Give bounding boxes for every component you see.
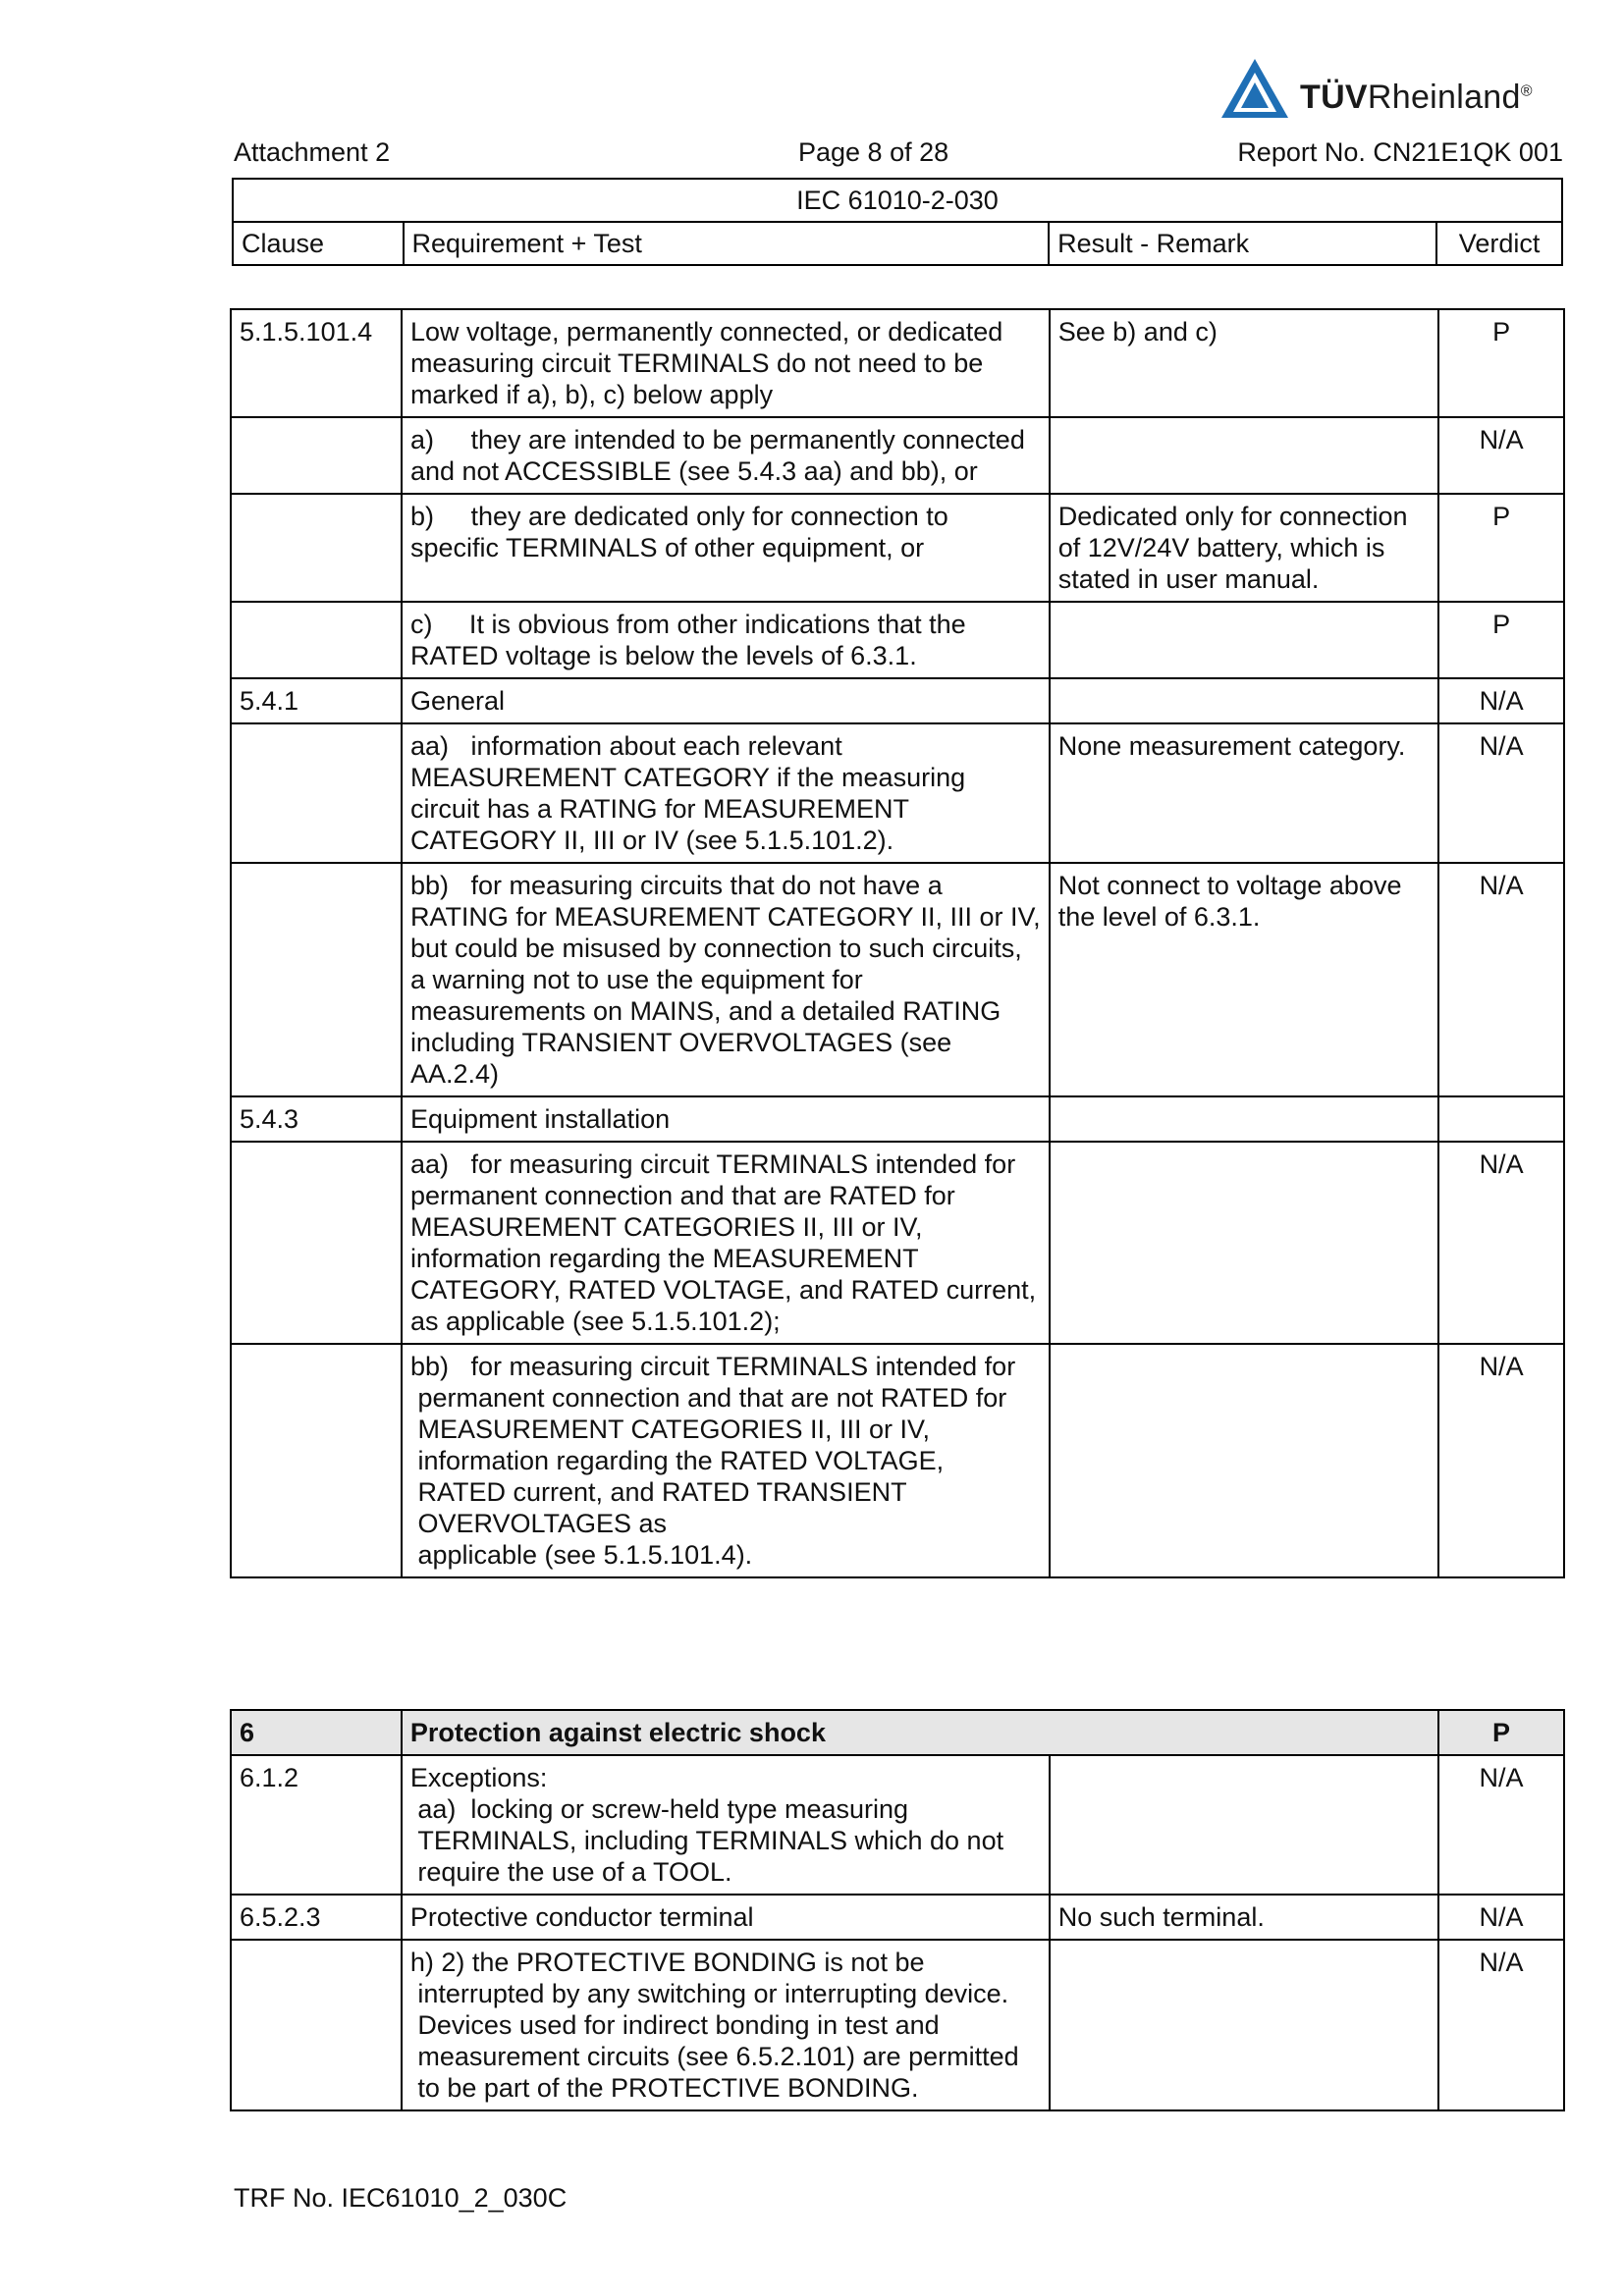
result-cell <box>1050 602 1438 678</box>
clause-cell <box>231 1940 402 2110</box>
clause-cell: 6.5.2.3 <box>231 1895 402 1940</box>
table-row <box>231 863 1564 1096</box>
clause-cell: 6.1.2 <box>231 1755 402 1895</box>
result-cell <box>1050 1344 1438 1577</box>
page-number: Page 8 of 28 <box>798 137 949 167</box>
result-cell <box>1050 1142 1438 1344</box>
result-cell <box>1050 1096 1438 1142</box>
tuv-rheinland-logo <box>1219 57 1533 122</box>
column-header-verdict: Verdict <box>1436 222 1562 265</box>
column-header-result: Result - Remark <box>1049 222 1436 265</box>
requirement-cell: b) they are dedicated only for connection to specific TERMINALS of other equipment, or <box>402 494 1050 602</box>
verdict-cell: N/A <box>1438 678 1564 723</box>
result-cell <box>1050 417 1438 494</box>
clause-cell <box>231 1142 402 1344</box>
verdict-cell: N/A <box>1438 1344 1564 1577</box>
table-row <box>231 417 1564 494</box>
result-cell: None measurement category. <box>1050 723 1438 863</box>
verdict-cell: N/A <box>1438 1940 1564 2110</box>
requirement-cell: Protective conductor terminal <box>402 1895 1050 1940</box>
logo-text: TÜVRheinland® <box>1300 78 1533 116</box>
result-cell: Dedicated only for connection of 12V/24V battery, which is stated in user manual. <box>1050 494 1438 602</box>
requirement-cell: aa) information about each relevant MEASUREMENT CATEGORY if the measuring circuit has a RATING for MEASUREMENT CATEGORY II, III or IV (see 5.1.5.101.2). <box>402 723 1050 863</box>
verdict-cell: N/A <box>1438 1895 1564 1940</box>
tuv-triangle-icon <box>1219 57 1290 122</box>
section-verdict: P <box>1438 1710 1564 1755</box>
clause-cell: 5.4.1 <box>231 678 402 723</box>
clause-cell: 5.4.3 <box>231 1096 402 1142</box>
table-row <box>231 1755 1564 1895</box>
verdict-cell: P <box>1438 602 1564 678</box>
result-cell: Not connect to voltage above the level of 6.3.1. <box>1050 863 1438 1096</box>
standard-name: IEC 61010-2-030 <box>233 179 1562 222</box>
section-title: Protection against electric shock <box>402 1710 1438 1755</box>
result-cell: No such terminal. <box>1050 1895 1438 1940</box>
page-header <box>234 137 1563 173</box>
section-table <box>230 1709 1565 2111</box>
standard-header-table <box>232 178 1563 266</box>
clause-cell: 5.1.5.101.4 <box>231 309 402 417</box>
section-clause: 6 <box>231 1710 402 1755</box>
column-header-clause: Clause <box>233 222 404 265</box>
table-row <box>231 309 1564 417</box>
verdict-cell: N/A <box>1438 723 1564 863</box>
requirement-cell: bb) for measuring circuits that do not have a RATING for MEASUREMENT CATEGORY II, III or IV, but could be misused by connection to such circuits, a warning not to use the equipment for measurements on MAINS, and a detailed RATING including TRANSIENT OVERVOLTAGES (see AA.2.4) <box>402 863 1050 1096</box>
requirement-cell: Equipment installation <box>402 1096 1050 1142</box>
table-row <box>231 1940 1564 2110</box>
result-cell <box>1050 1755 1438 1895</box>
requirement-cell: c) It is obvious from other indications that the RATED voltage is below the levels of 6.3.1. <box>402 602 1050 678</box>
clause-cell <box>231 494 402 602</box>
table-row <box>231 678 1564 723</box>
verdict-cell: P <box>1438 309 1564 417</box>
result-cell <box>1050 678 1438 723</box>
table-row <box>231 1142 1564 1344</box>
table-row <box>231 1895 1564 1940</box>
requirement-cell: aa) for measuring circuit TERMINALS intended for permanent connection and that are RATED for MEASUREMENT CATEGORIES II, III or IV, information regarding the MEASUREMENT CATEGORY, RATED VOLTAGE, and RATED current, as applicable (see 5.1.5.101.2); <box>402 1142 1050 1344</box>
clause-cell <box>231 723 402 863</box>
requirement-cell: a) they are intended to be permanently connected and not ACCESSIBLE (see 5.4.3 aa) and bb), or <box>402 417 1050 494</box>
verdict-cell: N/A <box>1438 1142 1564 1344</box>
table-row <box>231 723 1564 863</box>
result-cell: See b) and c) <box>1050 309 1438 417</box>
verdict-cell <box>1438 1096 1564 1142</box>
table-row <box>231 494 1564 602</box>
clause-cell <box>231 1344 402 1577</box>
report-number: Report No. CN21E1QK 001 <box>1237 137 1563 167</box>
verdict-cell: N/A <box>1438 863 1564 1096</box>
column-header-requirement: Requirement + Test <box>404 222 1050 265</box>
clause-cell <box>231 417 402 494</box>
requirement-cell: Exceptions: aa) locking or screw-held type measuring TERMINALS, including TERMINALS which do not require the use of a TOOL. <box>402 1755 1050 1895</box>
section-header-row <box>231 1710 1564 1755</box>
table-row <box>231 1096 1564 1142</box>
verdict-cell: N/A <box>1438 417 1564 494</box>
table-row <box>231 602 1564 678</box>
attachment-label: Attachment 2 <box>234 137 391 167</box>
requirement-cell: Low voltage, permanently connected, or dedicated measuring circuit TERMINALS do not need to be marked if a), b), c) below apply <box>402 309 1050 417</box>
clause-cell <box>231 602 402 678</box>
requirements-table <box>230 308 1565 1578</box>
clause-cell <box>231 863 402 1096</box>
table-row <box>231 1344 1564 1577</box>
verdict-cell: N/A <box>1438 1755 1564 1895</box>
result-cell <box>1050 1940 1438 2110</box>
footer-trf: TRF No. IEC61010_2_030C <box>234 2183 568 2213</box>
verdict-cell: P <box>1438 494 1564 602</box>
requirement-cell: h) 2) the PROTECTIVE BONDING is not be interrupted by any switching or interrupting device. Devices used for indirect bonding in test and measurement circuits (see 6.5.2.101) are permitted to be part of the PROTECTIVE BONDING. <box>402 1940 1050 2110</box>
requirement-cell: General <box>402 678 1050 723</box>
requirement-cell: bb) for measuring circuit TERMINALS intended for permanent connection and that are not RATED for MEASUREMENT CATEGORIES II, III or IV, information regarding the RATED VOLTAGE, RATED current, and RATED TRANSIENT OVERVOLTAGES as applicable (see 5.1.5.101.4). <box>402 1344 1050 1577</box>
